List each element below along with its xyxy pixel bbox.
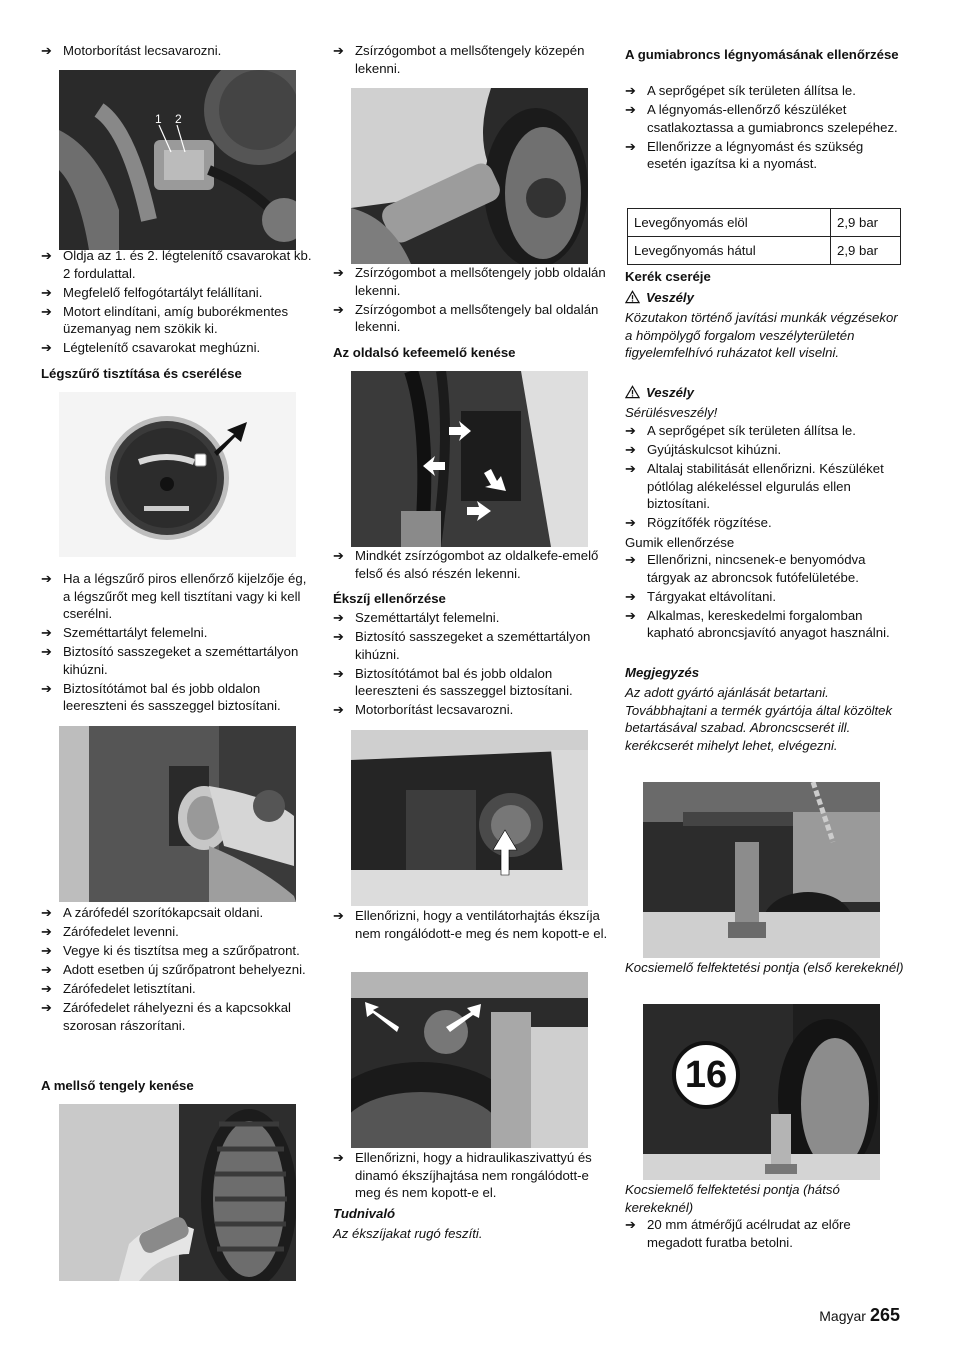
tyres-steps: ➔ Ellenőrizni, nincsenek-e benyomódva tárgyak az abroncsok futófelületébe. ➔ Tárgyakat eltávolítani. ➔ Alkalmas, kereskedelmi forgalomban kapható abroncsjavító anyagot használni. [625, 552, 890, 641]
note-title: Tudnivaló [333, 1206, 396, 1221]
tyre-steps: ➔ A seprőgépet sík területen állítsa le. ➔ A légnyomás-ellenőrző készüléket csatlakoztassa a gumiabroncs szelepéhez. ➔ Ellenőrizze a légnyomást és szükség esetén igazítsa ki a nyomást. [625, 83, 898, 172]
intro-step: ➔ Motorborítást lecsavarozni. [41, 43, 222, 58]
wheel-steps: ➔ A seprőgépet sík területen állítsa le. ➔ Gyújtáskulcsot kihúzni. ➔ Altalaj stabilitását ellenőrizni. Készüléket pótlólag alékeléssel elgurulás ellen biztosítani. ➔ Rögzítőfék rögzítése. [625, 423, 884, 531]
arrow-right-icon: ➔ [41, 303, 52, 319]
photo-axle-center-grease [351, 88, 588, 264]
arrow-right-icon: ➔ [333, 548, 344, 563]
pressure-label: Levegőnyomás elöl [628, 209, 831, 237]
arrow-right-icon: ➔ [41, 981, 52, 997]
remark-title: Megjegyzés [625, 665, 700, 680]
arrow-right-icon: ➔ [625, 607, 636, 623]
warning-triangle-icon [625, 385, 640, 399]
heading-wheel-change: Kerék cseréje [625, 269, 711, 284]
arrow-right-icon: ➔ [625, 515, 636, 531]
arrow-right-icon: ➔ [333, 610, 344, 625]
danger-text-2: Sérülésveszély! [625, 405, 718, 420]
axle-center-step: ➔ Zsírzógombot a mellsőtengely közepén lekenni. [333, 43, 585, 76]
arrow-right-icon: ➔ [625, 423, 636, 438]
filter-steps: ➔ A zárófedél szorítókapcsait oldani. ➔ Zárófedelet levenni. ➔ Vegye ki és tisztítsa meg a szűrőpatront. ➔ Adott esetben új szűrőpatront behelyezni. ➔ Zárófedelet letisztítani. ➔ Zárófedelet ráhelyezni és a kapcsokkal szorosan rászorítani. [41, 905, 306, 1033]
speed-sign-number: 16 [684, 1054, 728, 1096]
photo-front-axle-grease [59, 1104, 296, 1281]
heading-air-filter: Légszűrő tisztítása és cserélése [41, 366, 242, 381]
pressure-value: 2,9 bar [831, 209, 901, 237]
arrow-right-icon: ➔ [625, 138, 636, 154]
photo-hydraulic-belt [351, 972, 588, 1148]
arrow-right-icon: ➔ [625, 83, 636, 98]
danger-text-1: Közutakon történő javítási munkák végzésekor a hömpölygő forgalom veszélyterületén figyelemfelhívó ruházatot kell viselni. [625, 310, 898, 360]
pressure-label: Levegőnyomás hátul [628, 237, 831, 265]
page-number: 265 [869, 1305, 900, 1325]
heading-tyre-pressure: A gumiabroncs légnyomásának ellenőrzése [625, 47, 899, 62]
arrow-right-icon: ➔ [333, 908, 344, 923]
photo-engine-bleed-screws [59, 70, 296, 250]
photo-label-2: 2 [175, 112, 182, 126]
footer-language: Magyar [819, 1308, 866, 1324]
steel-rod-step: ➔ 20 mm átmérőjű acélrudat az előre megadott furatba betolni. [625, 1217, 851, 1250]
air-filter-steps: ➔ Ha a légszűrő piros ellenőrző kijelzője ég, a légszűrőt meg kell tisztítani vagy ki kell cserélni. ➔ Szeméttartályt felemelni. ➔ Biztosító sasszegeket a szeméttartályon kihúzni. ➔ Biztosítótámot bal és jobb oldalon leereszteni és sasszeggel biztosítani. [41, 571, 307, 714]
arrow-right-icon: ➔ [333, 43, 344, 58]
note-text: Az ékszíjakat rugó feszíti. [333, 1226, 483, 1241]
heading-front-axle: A mellső tengely kenése [41, 1078, 194, 1093]
photo-side-brush-lift [351, 371, 588, 547]
remark-text: Az adott gyártó ajánlását betartani. Továbbhajtani a termék gyártója által közöltek betartásával szabad. Abroncscserét ill. kerékcserét mihelyt lehet, elvégezni. [625, 685, 893, 753]
table-row [628, 237, 901, 265]
arrow-right-icon: ➔ [41, 284, 52, 300]
photo-label-1: 1 [155, 112, 162, 126]
pressure-value: 2,9 bar [831, 237, 901, 265]
arrow-right-icon: ➔ [41, 905, 52, 920]
arrow-right-icon: ➔ [333, 301, 344, 317]
arrow-right-icon: ➔ [625, 102, 636, 118]
arrow-right-icon: ➔ [41, 571, 52, 586]
photo-filter-removal [59, 726, 296, 902]
page-footer [819, 1307, 900, 1326]
arrow-right-icon: ➔ [41, 1000, 52, 1016]
pressure-table [627, 208, 901, 265]
arrow-right-icon: ➔ [333, 1150, 344, 1165]
arrow-right-icon: ➔ [41, 644, 52, 660]
warning-triangle-icon [625, 290, 640, 304]
arrow-right-icon: ➔ [625, 552, 636, 567]
arrow-right-icon: ➔ [41, 924, 52, 940]
caption-front-jack: Kocsiemelő felfektetési pontja (első kerekeknél) [625, 960, 904, 975]
bleed-steps: ➔ Oldja az 1. és 2. légtelenítő csavarokat kb. 2 fordulattal. ➔ Megfelelő felfogótartályt felállítani. ➔ Motort elindítani, amíg buborékmentes üzemanyag nem szökik ki. ➔ Légtelenítő csavarokat meghúzni. [41, 248, 312, 356]
arrow-right-icon: ➔ [333, 629, 344, 645]
arrow-right-icon: ➔ [41, 943, 52, 959]
hydraulic-belt-step: ➔ Ellenőrizni, hogy a hidraulikaszivattyú és dinamó ékszíjhajtása nem rongálódott-e meg és nem kopott-e el. [333, 1150, 592, 1200]
arrow-right-icon: ➔ [41, 43, 52, 58]
caption-rear-jack: Kocsiemelő felfektetési pontja (hátsó kerekeknél) [625, 1182, 840, 1215]
arrow-right-icon: ➔ [625, 442, 636, 458]
heading-side-brush: Az oldalsó kefeemelő kenése [333, 345, 516, 360]
arrow-right-icon: ➔ [41, 248, 52, 263]
arrow-right-icon: ➔ [333, 665, 344, 681]
arrow-right-icon: ➔ [41, 625, 52, 641]
danger-title-2: Veszély [625, 384, 905, 402]
arrow-right-icon: ➔ [41, 340, 52, 356]
table-row [628, 209, 901, 237]
arrow-right-icon: ➔ [41, 962, 52, 978]
photo-rear-jack-point [643, 1004, 880, 1180]
tyres-check-label: Gumik ellenőrzése [625, 535, 735, 550]
fan-belt-step: ➔ Ellenőrizni, hogy a ventilátorhajtás ékszíja nem rongálódott-e meg és nem kopott-e el. [333, 908, 608, 941]
arrow-right-icon: ➔ [333, 702, 344, 718]
photo-air-filter-gauge [59, 392, 296, 557]
side-brush-step: ➔ Mindkét zsírzógombot az oldalkefe-emelő felső és alsó részén lekenni. [333, 548, 599, 581]
photo-fan-belt [351, 730, 588, 906]
arrow-right-icon: ➔ [625, 1217, 636, 1232]
arrow-right-icon: ➔ [625, 588, 636, 604]
axle-side-steps: ➔ Zsírzógombot a mellsőtengely jobb oldalán lekenni. ➔ Zsírzógombot a mellsőtengely bal oldalán lekenni. [333, 265, 606, 335]
heading-v-belt: Ékszíj ellenőrzése [333, 591, 446, 606]
arrow-right-icon: ➔ [333, 265, 344, 280]
arrow-right-icon: ➔ [625, 461, 636, 477]
arrow-right-icon: ➔ [41, 680, 52, 696]
photo-front-jack-point [643, 782, 880, 958]
v-belt-steps: ➔ Szeméttartályt felemelni. ➔ Biztosító sasszegeket a szeméttartályon kihúzni. ➔ Biztosítótámot bal és jobb oldalon leereszteni és sasszeggel biztosítani. ➔ Motorborítást lecsavarozni. [333, 610, 591, 718]
danger-title-1: Veszély [625, 289, 905, 307]
